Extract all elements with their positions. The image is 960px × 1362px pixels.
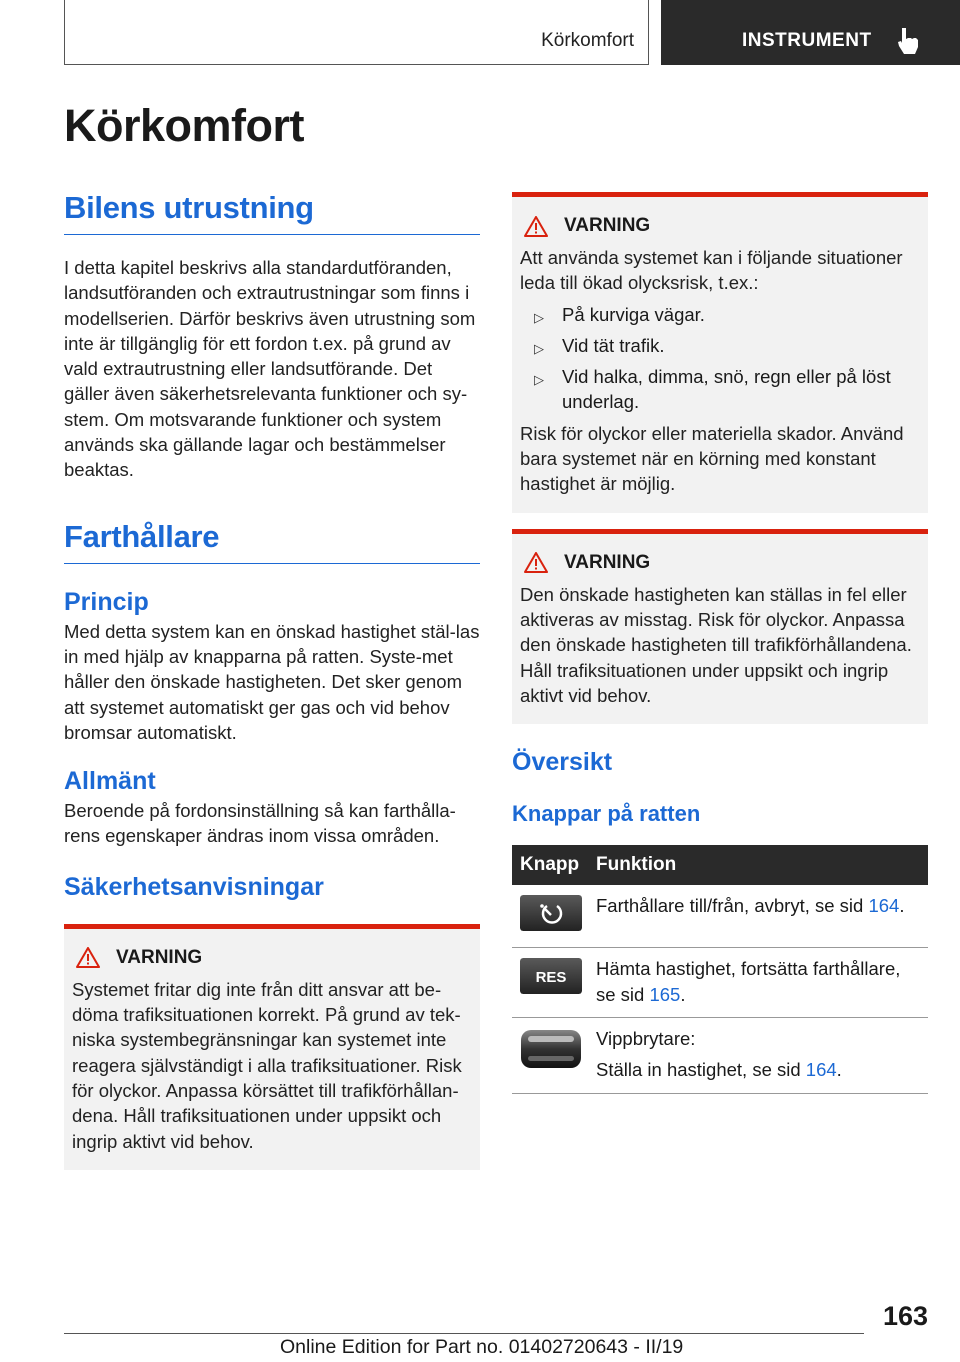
function-cell: Farthållare till/från, avbryt, se sid 164.	[588, 885, 928, 948]
rocker-switch-icon	[520, 1028, 582, 1070]
warning-box	[512, 192, 928, 513]
warning-triangle-icon	[524, 216, 548, 237]
warning-triangle-icon	[524, 552, 548, 573]
page-number: 163	[882, 1301, 928, 1331]
list-bullet-icon: ▷	[534, 309, 544, 325]
warning-list	[520, 302, 920, 415]
list-bullet-icon: ▷	[534, 340, 544, 356]
warning-box	[64, 924, 480, 1170]
warning-label: VARNING	[564, 215, 651, 236]
page-link[interactable]: 165	[649, 983, 681, 1005]
cruise-control-icon	[520, 895, 582, 931]
general-text: Beroende på fordonsinställning så kan farthålla-rens egenskaper ändras inom vissa områden.	[64, 800, 456, 847]
left-column	[64, 190, 480, 1170]
equipment-text: I detta kapitel beskrivs alla standardutföranden, landsutföranden och extrautrustningar som finns i modellserien. Därför beskrivs även utrustning som inte är tillgänglig för ett fordon t.ex. på grund av vald extrautrustning eller landsutförande. Det gäller även säkerhetsrelevanta funktioner och sy-stem. Om motsvarande funktioner och system används ska gällande lagar och bestämmelser beaktas.	[64, 257, 476, 481]
overview-heading: Översikt	[512, 748, 613, 777]
warning-header	[524, 215, 920, 237]
table-header-row	[512, 845, 928, 885]
buttons-heading: Knappar på ratten	[512, 801, 701, 827]
page-link[interactable]: 164	[805, 1059, 837, 1081]
header-chapter-box	[661, 0, 960, 65]
table-row	[512, 1018, 928, 1094]
warning-header	[524, 552, 920, 574]
warning-intro: Att använda systemet kan i följande situationer leda till ökad olycksrisk, t.ex.:	[520, 247, 903, 294]
table-row	[512, 885, 928, 948]
warning-triangle-icon	[76, 947, 100, 968]
res-button-label: RES	[535, 969, 567, 987]
equipment-heading: Bilens utrustning	[64, 190, 480, 235]
header-section-box	[64, 0, 649, 65]
header-chapter-title: INSTRUMENT	[742, 30, 872, 51]
warning-outro: Risk för olyckor eller materiella skador. Använd bara systemet när en körning med konstant hastighet är möjlig.	[520, 422, 904, 495]
column-header-function: Funktion	[588, 845, 928, 885]
warning-text: Den önskade hastigheten kan ställas in fel eller aktiveras av misstag. Risk för olyckor. Anpassa den önskade hastigheten till trafikförhållandena. Håll trafiksituationen under uppsikt och ingrip aktivt vid behov.	[520, 583, 912, 706]
warning-header	[76, 947, 472, 969]
principle-text: Med detta system kan en önskad hastighet stäl-las in med hjälp av knapparna på ratten. Syste-met håller den önskade hastigheten. Det sker genom att systemet automatiskt ger gas och vid behov bromsar automatiskt.	[64, 620, 480, 743]
buttons-table	[512, 845, 928, 1093]
res-button-icon	[520, 958, 582, 994]
list-bullet-icon: ▷	[534, 372, 544, 388]
footer-edition: Online Edition for Part no. 01402720643 - II/19	[280, 1336, 684, 1358]
column-header-key: Knapp	[512, 845, 588, 885]
footer-divider	[64, 1333, 864, 1334]
right-column	[512, 192, 928, 1094]
warning-box	[512, 529, 928, 724]
cruise-control-heading: Farthållare	[64, 519, 480, 564]
principle-heading: Princip	[64, 587, 149, 616]
function-cell: Hämta hastighet, fortsätta farthållare, se sid 165.	[588, 948, 928, 1018]
page-link[interactable]: 164	[868, 895, 900, 917]
warning-label: VARNING	[116, 946, 203, 968]
warning-label: VARNING	[564, 551, 651, 573]
list-item: ▷ Vid tät trafik.	[520, 333, 920, 358]
header-section-title: Körkomfort	[541, 30, 634, 51]
warning-text: Systemet fritar dig inte från ditt ansvar att be-döma trafiksituationen korrekt. På grund av tek-niska systembegränsningar kan systemet inte reagera självständigt i alla trafiksituationer. Risk för olyckor. Anpassa körsättet till trafikförhållan-dena. Håll trafiksituationen under uppsikt och ingrip aktivt vid behov.	[72, 978, 462, 1152]
page-title: Körkomfort	[64, 100, 304, 151]
function-cell: Vippbrytare: Ställa in hastighet, se sid 164.	[588, 1018, 928, 1094]
general-heading: Allmänt	[64, 767, 156, 796]
hand-pointer-icon	[893, 26, 921, 56]
list-item: ▷ På kurviga vägar.	[520, 302, 920, 327]
list-item: ▷ Vid halka, dimma, snö, regn eller på löst underlag.	[534, 366, 891, 413]
safety-heading: Säkerhetsanvisningar	[64, 872, 324, 901]
table-row	[512, 948, 928, 1018]
